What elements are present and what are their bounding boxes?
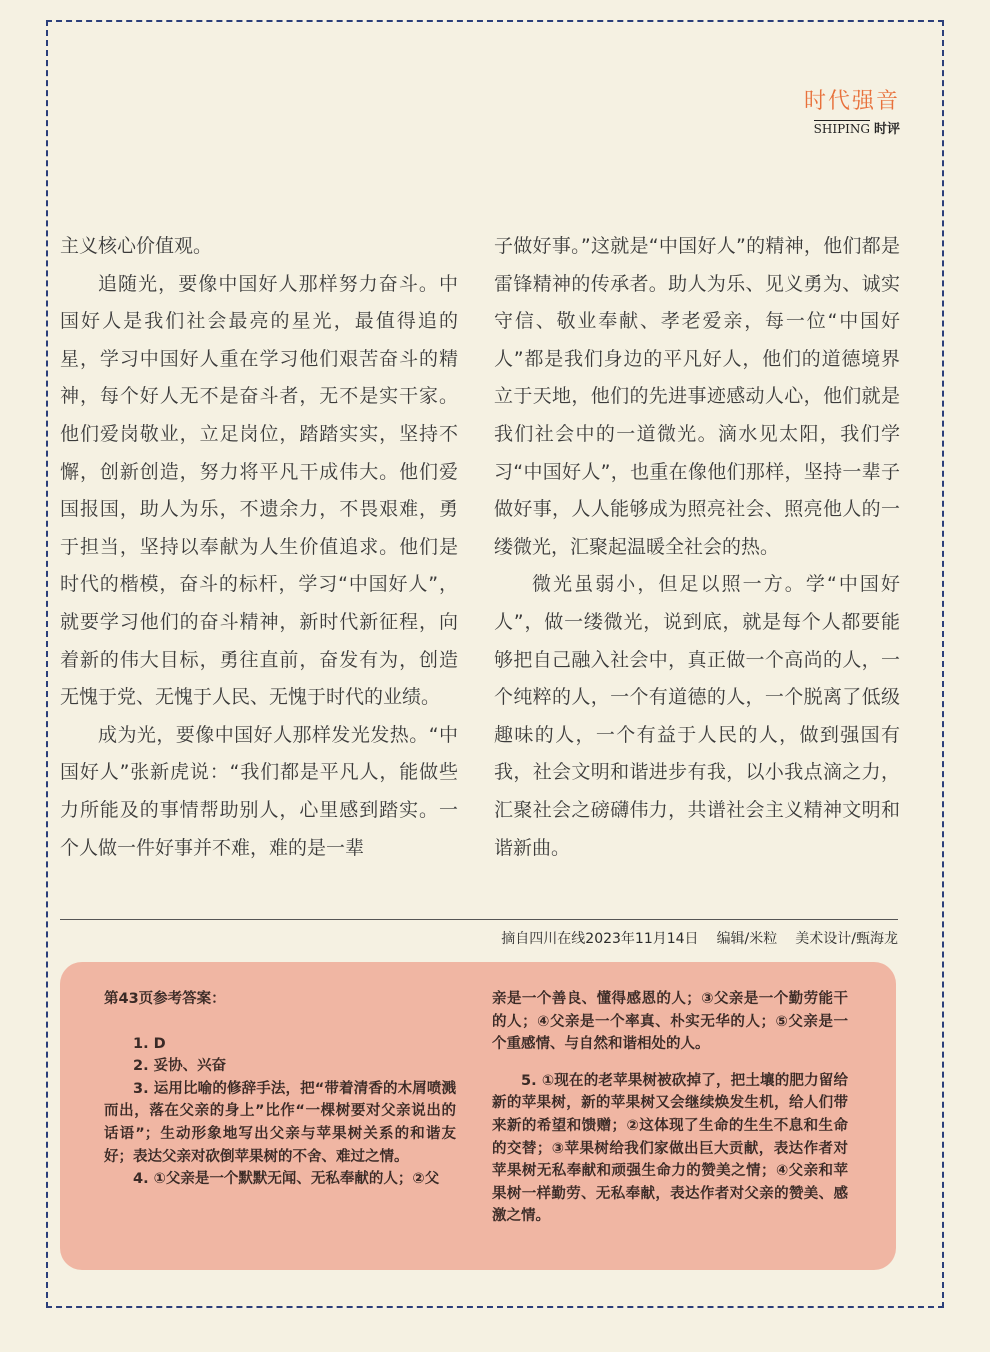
section-subtitle-cn: 时评: [873, 122, 900, 137]
answer-heading: 第43页参考答案：: [104, 991, 226, 1007]
credit-source: 摘自四川在线2023年11月14日: [501, 931, 699, 947]
answer-item: 5. ①现在的老苹果树被砍掉了，把土壤的肥力留给新的苹果树，新的苹果树又会继续焕发生机，给人们带来新的希望和馈赠；②这体现了生命的生生不息和生命的交替；③苹果树给我们家做出巨大贡献，表达作者对苹果树无私奉献和顽强生命力的赞美之情；④父亲和苹果树一样勤劳、无私奉献，表达作者对父亲的赞美、感激之情。: [492, 1072, 848, 1225]
section-subtitle: [814, 118, 900, 137]
answer-left-column: [104, 988, 456, 1191]
answer-item: 3. 运用比喻的修辞手法，把“带着清香的木屑喷溅而出，落在父亲的身上”比作“一棵树要对父亲说出的话语”；生动形象地写出父亲与苹果树关系的和谐友好；表达父亲对砍倒苹果树的不舍、难过之情。: [104, 1080, 456, 1165]
answer-item: 2. 妥协、兴奋: [133, 1058, 227, 1075]
credit-designer: 美术设计/甄海龙: [795, 931, 898, 947]
answer-item: 1. D: [133, 1035, 166, 1052]
article-paragraph: 成为光，要像中国好人那样发光发热。“中国好人”张新虎说：“我们都是平凡人，能做些力所能及的事情帮助别人，心里感到踏实。一个人做一件好事并不难，难的是一辈: [60, 723, 458, 859]
article-right-column: [494, 228, 900, 867]
section-title: 时代强音: [803, 89, 900, 114]
answer-right-column: [492, 988, 848, 1228]
divider: [60, 919, 898, 920]
article-paragraph: 微光虽弱小，但足以照一方。学“中国好人”，做一缕微光，说到底，就是每个人都要能够把自己融入社会中，真正做一个高尚的人，一个纯粹的人，一个有道德的人，一个脱离了低级趣味的人，一个有益于人民的人，做到强国有我，社会文明和谐进步有我，以小我点滴之力，汇聚社会之磅礴伟力，共谱社会主义精神文明和谐新曲。: [494, 573, 900, 859]
section-subtitle-en: SHIPING: [813, 122, 870, 136]
answer-item: 亲是一个善良、懂得感恩的人；③父亲是一个勤劳能干的人；④父亲是一个率真、朴实无华的人；⑤父亲是一个重感情、与自然和谐相处的人。: [492, 991, 848, 1053]
answer-box: [60, 962, 896, 1270]
article-paragraph: 子做好事。”这就是“中国好人”的精神，他们都是雷锋精神的传承者。助人为乐、见义勇为、诚实守信、敬业奉献、孝老爱亲，每一位“中国好人”都是我们身边的平凡好人，他们的道德境界立于天地，他们的先进事迹感动人心，他们就是我们社会中的一道微光。滴水见太阳，我们学习“中国好人”，也重在像他们那样，坚持一辈子做好事，人人能够成为照亮社会、照亮他人的一缕微光，汇聚起温暖全社会的热。: [494, 235, 900, 558]
credit-editor: 编辑/米粒: [716, 931, 778, 947]
article-paragraph: 主义核心价值观。: [60, 235, 213, 257]
article-paragraph: 追随光，要像中国好人那样努力奋斗。中国好人是我们社会最亮的星光，最值得追的星，学习中国好人重在学习他们艰苦奋斗的精神，每个好人无不是奋斗者，无不是实干家。他们爱岗敬业，立足岗位，踏踏实实，坚持不懈，创新创造，努力将平凡干成伟大。他们爱国报国，助人为乐，不遗余力，不畏艰难，勇于担当，坚持以奉献为人生价值追求。他们是时代的楷模，奋斗的标杆，学习“中国好人”，就要学习他们的奋斗精神，新时代新征程，向着新的伟大目标，勇往直前，奋发有为，创造无愧于党、无愧于人民、无愧于时代的业绩。: [60, 272, 458, 709]
article-left-column: [60, 228, 458, 867]
answer-item: 4. ①父亲是一个默默无闻、无私奉献的人；②父: [133, 1171, 440, 1188]
credits-line: [501, 928, 898, 948]
